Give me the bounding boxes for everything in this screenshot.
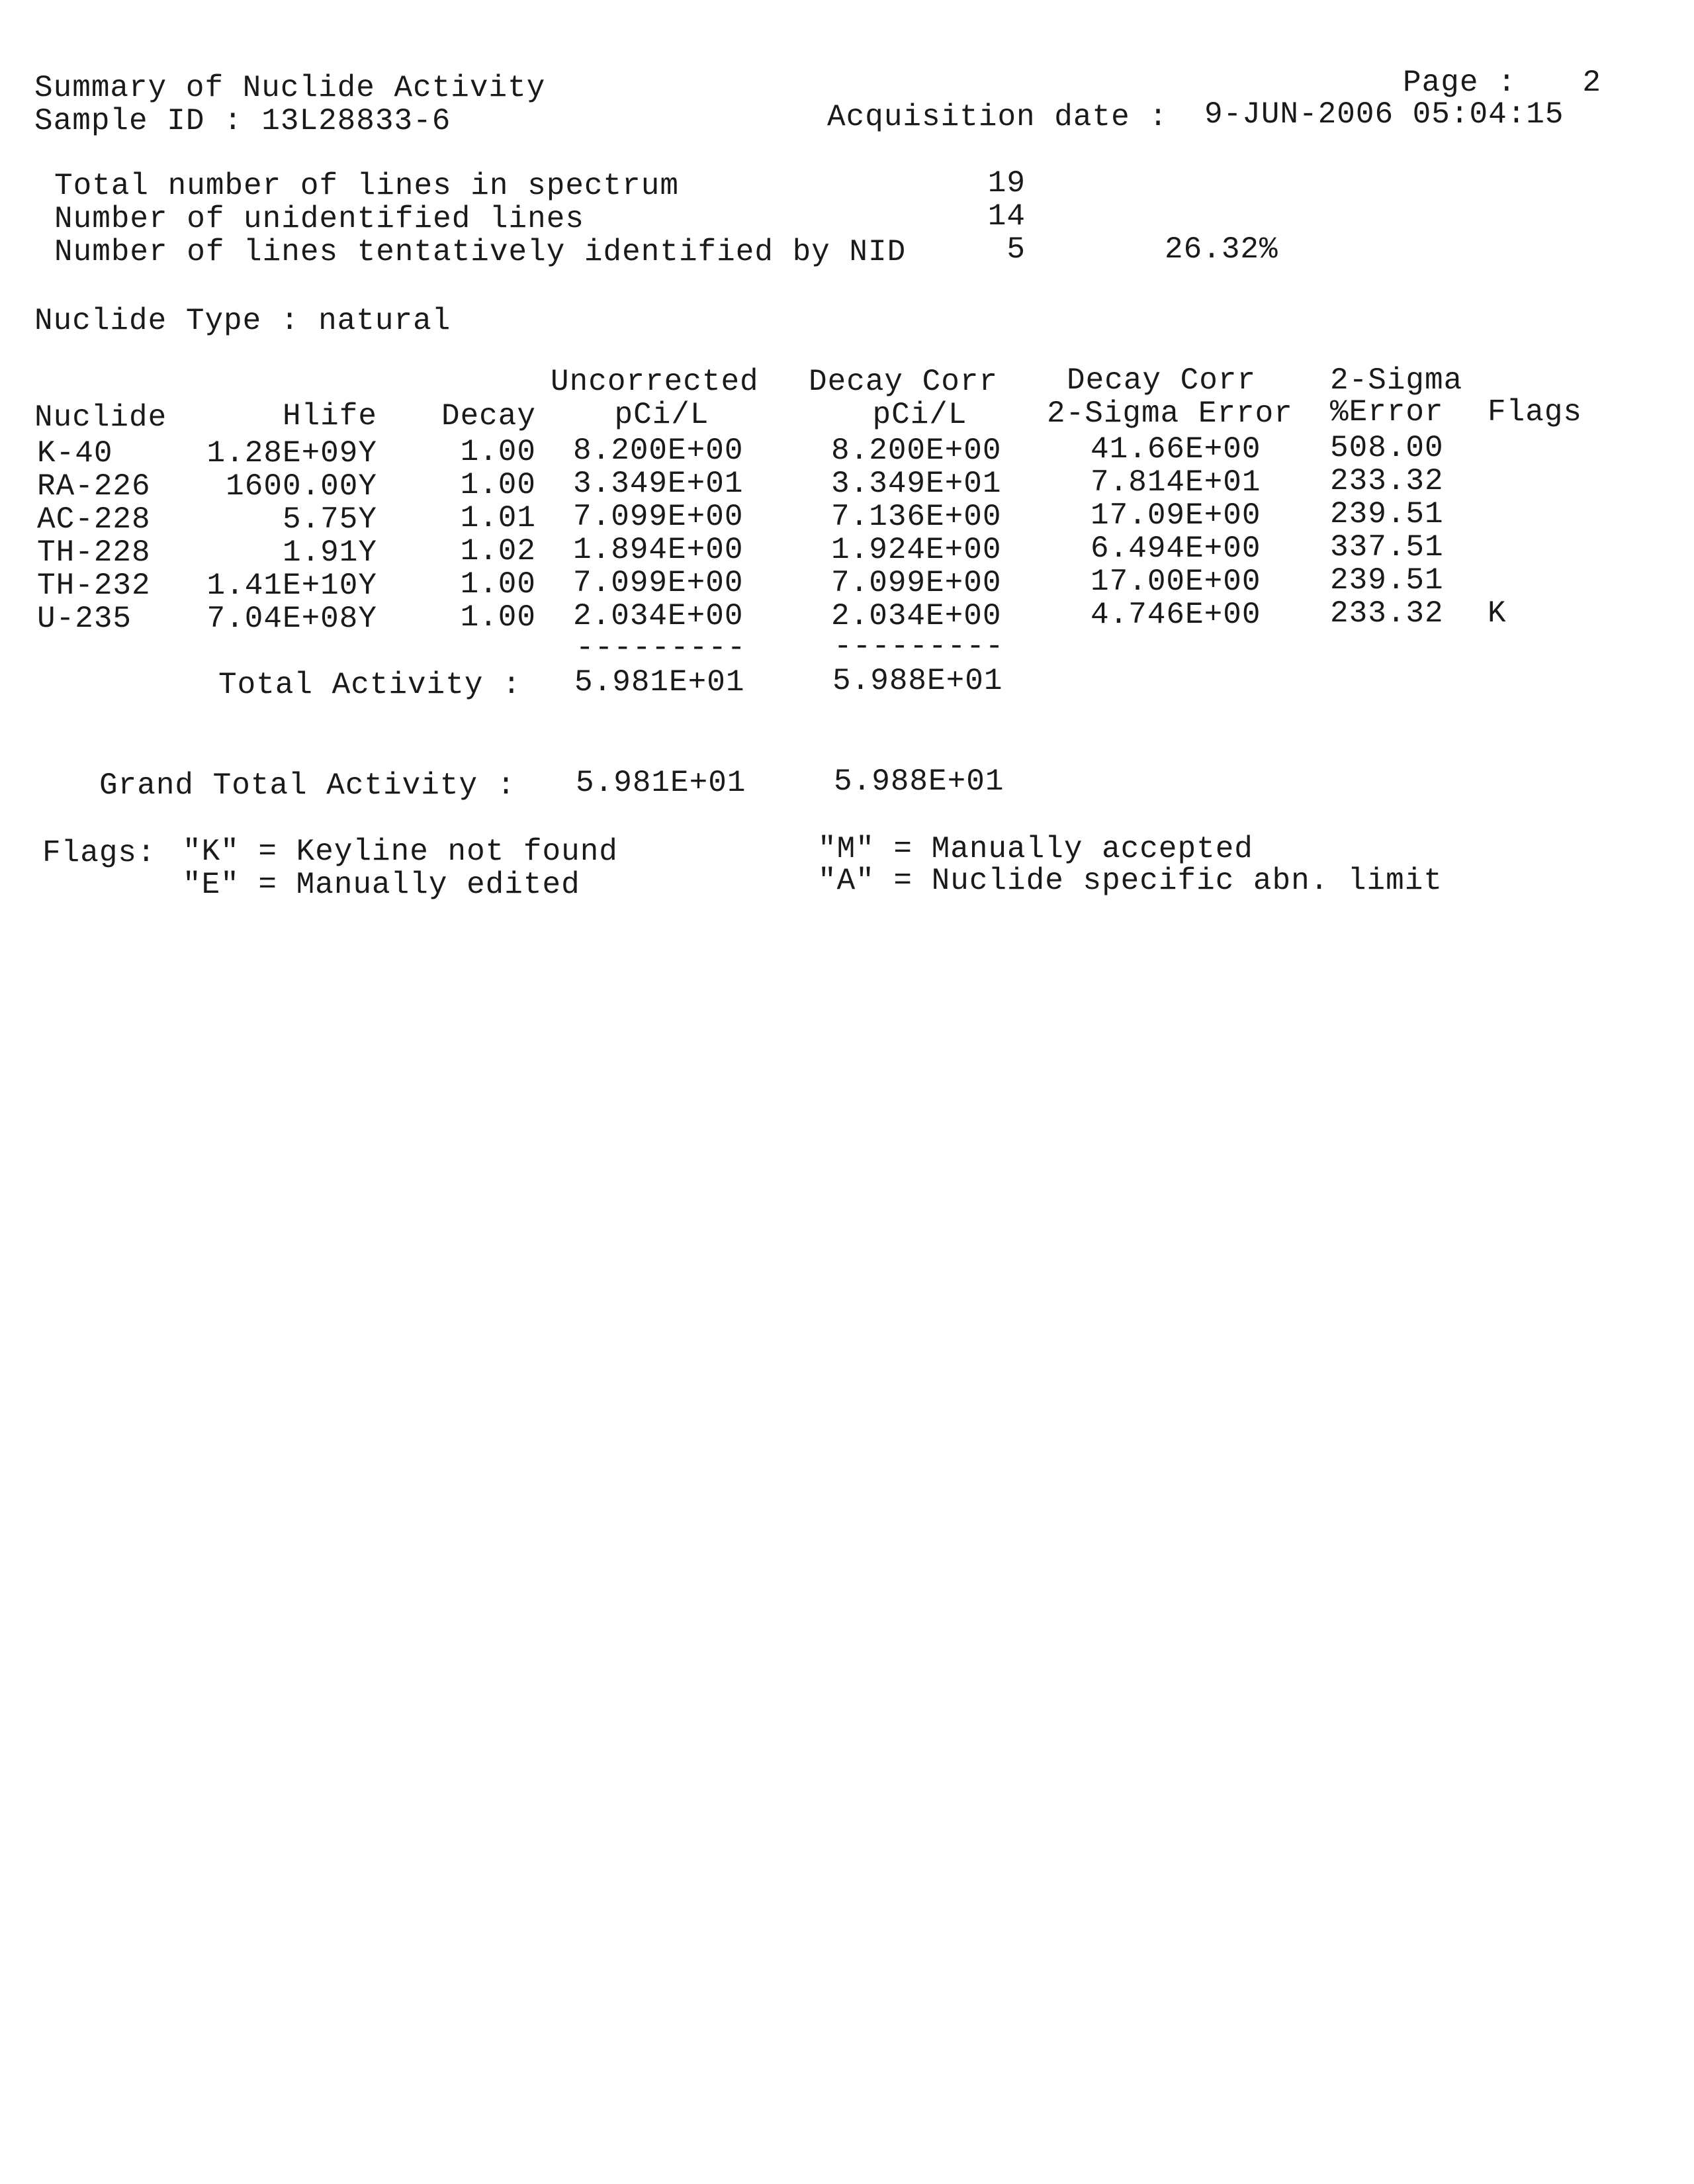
stat-value: 19 — [987, 166, 1026, 201]
table-row-pct-error: 233.32 — [1330, 596, 1444, 631]
table-row-corrected: 1.924E+00 — [831, 533, 1002, 567]
table-row-hlife: 1.28E+09Y — [206, 436, 377, 471]
table-row-uncorrected: 7.099E+00 — [573, 566, 744, 600]
table-row-nuclide: TH-228 — [37, 535, 151, 570]
table-row-uncorrected: 2.034E+00 — [573, 599, 744, 633]
table-row-sigma-error: 7.814E+01 — [1091, 465, 1261, 500]
header-uncorrected-unit: pCi/L — [614, 398, 709, 432]
table-row-nuclide: TH-232 — [37, 569, 151, 603]
table-row-nuclide: K-40 — [37, 436, 113, 471]
header-decay-corr-error: Decay Corr — [1067, 363, 1257, 398]
stat-value: 5 — [1006, 232, 1026, 267]
header-sigma-error: 2-Sigma Error — [1047, 396, 1293, 431]
flags-legend-k: "K" = Keyline not found — [183, 835, 618, 869]
table-row-sigma-error: 41.66E+00 — [1091, 432, 1261, 467]
table-row-uncorrected: 1.894E+00 — [573, 533, 744, 567]
table-row-hlife: 1600.00Y — [226, 469, 377, 504]
flags-legend-label: Flags: — [42, 836, 156, 870]
table-row-sigma-error: 17.09E+00 — [1091, 498, 1261, 533]
total-activity-uncorrected: 5.981E+01 — [574, 665, 745, 700]
table-row-nuclide: AC-228 — [37, 502, 151, 537]
table-row-hlife: 5.75Y — [282, 502, 377, 537]
total-separator-uncorrected: --------- — [576, 631, 746, 665]
table-row-uncorrected: 8.200E+00 — [573, 433, 744, 468]
table-row-corrected: 7.099E+00 — [831, 566, 1002, 600]
table-row-decay: 1.02 — [460, 534, 536, 569]
grand-total-uncorrected: 5.981E+01 — [576, 766, 746, 800]
flags-legend-a: "A" = Nuclide specific abn. limit — [818, 864, 1443, 898]
grand-total-corrected: 5.988E+01 — [834, 764, 1004, 799]
header-uncorrected: Uncorrected — [551, 365, 759, 399]
header-nuclide: Nuclide — [34, 400, 167, 435]
acquisition-date: 9-JUN-2006 05:04:15 — [1204, 97, 1564, 132]
table-row-pct-error: 337.51 — [1330, 530, 1444, 565]
table-row-corrected: 3.349E+01 — [831, 467, 1002, 501]
table-row-pct-error: 508.00 — [1330, 431, 1444, 465]
table-row-hlife: 1.41E+10Y — [206, 569, 377, 603]
table-row-uncorrected: 7.099E+00 — [573, 500, 744, 534]
page-number: 2 — [1582, 66, 1601, 100]
table-row-nuclide: U-235 — [37, 602, 132, 636]
header-2-sigma: 2-Sigma — [1330, 363, 1463, 398]
stat-label: Number of lines tentatively identified by NID — [54, 235, 907, 269]
grand-total-label: Grand Total Activity : — [99, 768, 516, 803]
nuclide-type: Nuclide Type : natural — [34, 304, 451, 338]
total-separator-corrected: --------- — [834, 629, 1004, 664]
table-row-decay: 1.00 — [460, 567, 536, 602]
table-row-hlife: 7.04E+08Y — [206, 602, 377, 636]
header-pct-error: %Error — [1330, 395, 1444, 430]
acquisition-label: Acquisition date : — [827, 100, 1168, 134]
stat-value: 14 — [987, 199, 1026, 234]
header-decay-corr: Decay Corr — [809, 365, 999, 399]
stat-label: Total number of lines in spectrum — [54, 169, 679, 203]
stat-percent: 26.32% — [1165, 232, 1278, 267]
table-row-corrected: 2.034E+00 — [831, 599, 1002, 633]
table-row-pct-error: 239.51 — [1330, 497, 1444, 531]
table-row-decay: 1.01 — [460, 501, 536, 535]
page-label: Page : — [1403, 66, 1517, 100]
flags-legend-e: "E" = Manually edited — [183, 868, 580, 902]
table-row-sigma-error: 6.494E+00 — [1091, 531, 1261, 566]
table-row-decay: 1.00 — [460, 468, 536, 502]
report-title: Summary of Nuclide Activity — [34, 71, 546, 105]
table-row-sigma-error: 4.746E+00 — [1091, 598, 1261, 632]
table-row-pct-error: 233.32 — [1330, 464, 1444, 498]
sample-id: Sample ID : 13L28833-6 — [34, 104, 451, 138]
table-row-flag: K — [1488, 596, 1507, 631]
table-row-sigma-error: 17.00E+00 — [1091, 565, 1261, 599]
table-row-decay: 1.00 — [460, 600, 536, 635]
header-corrected-unit: pCi/L — [872, 398, 967, 432]
table-row-pct-error: 239.51 — [1330, 563, 1444, 598]
table-row-decay: 1.00 — [460, 435, 536, 469]
flags-legend-m: "M" = Manually accepted — [818, 832, 1253, 866]
table-row-nuclide: RA-226 — [37, 469, 151, 504]
table-row-corrected: 7.136E+00 — [831, 500, 1002, 534]
stat-label: Number of unidentified lines — [54, 202, 584, 236]
header-flags: Flags — [1488, 395, 1583, 430]
header-decay: Decay — [441, 399, 536, 433]
header-hlife: Hlife — [282, 399, 377, 433]
table-row-corrected: 8.200E+00 — [831, 433, 1002, 468]
table-row-uncorrected: 3.349E+01 — [573, 467, 744, 501]
total-activity-label: Total Activity : — [218, 668, 521, 702]
table-row-hlife: 1.91Y — [282, 535, 377, 570]
total-activity-corrected: 5.988E+01 — [832, 664, 1003, 698]
